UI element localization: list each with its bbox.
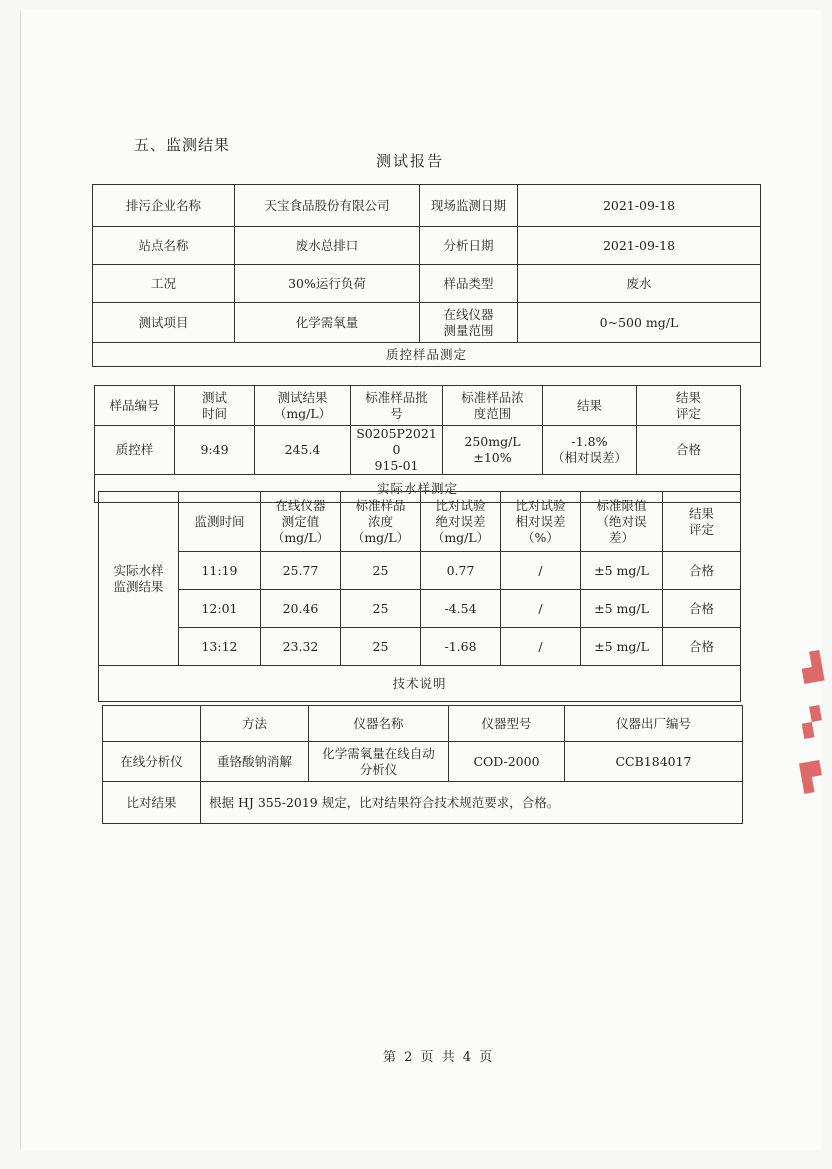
tech-section-title: 技术说明 <box>99 666 741 702</box>
conclusion-text: 根据 HJ 355-2019 规定，比对结果符合技术规范要求，合格。 <box>201 782 743 824</box>
tech-header-method: 方法 <box>201 706 309 742</box>
qc-header-result: 测试结果 （mg/L） <box>255 386 351 426</box>
station-value: 废水总排口 <box>235 227 420 265</box>
qc-cell-range: 250mg/L ±10% <box>443 426 543 475</box>
condition-value: 30%运行负荷 <box>235 265 420 303</box>
item-label: 测试项目 <box>93 303 235 343</box>
site-date-label: 现场监测日期 <box>420 185 518 227</box>
sample-type-value: 废水 <box>518 265 761 303</box>
tech-header-serial: 仪器出厂编号 <box>565 706 743 742</box>
tech-cell-method: 重铬酸钠消解 <box>201 742 309 782</box>
qc-header-judge: 结果 评定 <box>637 386 741 426</box>
actual-header-rel-err: 比对试验 相对误差 （%） <box>501 492 581 552</box>
actual-cell-time: 13:12 <box>179 628 261 666</box>
qc-cell-error: -1.8% （相对误差） <box>543 426 637 475</box>
info-table <box>92 184 761 367</box>
actual-cell-abs-err: -1.68 <box>421 628 501 666</box>
actual-cell-rel-err: / <box>501 590 581 628</box>
qc-header-outcome: 结果 <box>543 386 637 426</box>
actual-cell-judge: 合格 <box>663 590 741 628</box>
actual-cell-limit: ±5 mg/L <box>581 552 663 590</box>
actual-cell-abs-err: 0.77 <box>421 552 501 590</box>
page-number: 第 2 页 共 4 页 <box>383 1050 495 1065</box>
item-value: 化学需氧量 <box>235 303 420 343</box>
actual-cell-value: 25.77 <box>261 552 341 590</box>
actual-header-value: 在线仪器 测定值 （mg/L） <box>261 492 341 552</box>
actual-cell-std: 25 <box>341 590 421 628</box>
enterprise-label: 排污企业名称 <box>93 185 235 227</box>
actual-section-title: 实际水样测定 <box>95 475 741 503</box>
qc-cell-time: 9:49 <box>175 426 255 475</box>
qc-header-time: 测试 时间 <box>175 386 255 426</box>
analysis-date-label: 分析日期 <box>420 227 518 265</box>
actual-table <box>98 491 741 702</box>
actual-cell-std: 25 <box>341 552 421 590</box>
condition-label: 工况 <box>93 265 235 303</box>
tech-cell-serial: CCB184017 <box>565 742 743 782</box>
qc-header-id: 样品编号 <box>95 386 175 426</box>
tech-cell-model: COD-2000 <box>449 742 565 782</box>
tech-cell-label: 在线分析仪 <box>103 742 201 782</box>
actual-header-abs-err: 比对试验 绝对误差 （mg/L） <box>421 492 501 552</box>
actual-cell-time: 12:01 <box>179 590 261 628</box>
range-label: 在线仪器 测量范围 <box>420 303 518 343</box>
conclusion-label: 比对结果 <box>103 782 201 824</box>
actual-cell-rel-err: / <box>501 628 581 666</box>
station-label: 站点名称 <box>93 227 235 265</box>
qc-header-range: 标准样品浓 度范围 <box>443 386 543 426</box>
enterprise-value: 天宝食品股份有限公司 <box>235 185 420 227</box>
actual-cell-limit: ±5 mg/L <box>581 590 663 628</box>
table-row <box>99 628 741 666</box>
actual-cell-rel-err: / <box>501 552 581 590</box>
actual-header-time: 监测时间 <box>179 492 261 552</box>
actual-cell-abs-err: -4.54 <box>421 590 501 628</box>
qc-section-title: 质控样品测定 <box>93 343 761 367</box>
report-title: 测试报告 <box>376 152 445 170</box>
qc-cell-judge: 合格 <box>637 426 741 475</box>
sample-type-label: 样品类型 <box>420 265 518 303</box>
actual-cell-std: 25 <box>341 628 421 666</box>
actual-cell-value: 23.32 <box>261 628 341 666</box>
section-heading: 五、监测结果 <box>134 136 231 154</box>
actual-header-limit: 标准限值 （绝对误 差） <box>581 492 663 552</box>
tech-cell-name: 化学需氧量在线自动 分析仪 <box>309 742 449 782</box>
qc-header-batch: 标准样品批 号 <box>351 386 443 426</box>
actual-cell-judge: 合格 <box>663 552 741 590</box>
qc-table <box>94 385 741 503</box>
tech-header-blank <box>103 706 201 742</box>
tech-table <box>102 705 743 824</box>
actual-cell-limit: ±5 mg/L <box>581 628 663 666</box>
site-date-value: 2021-09-18 <box>518 185 761 227</box>
red-seal-fragment: ▟ ▞ ▛ <box>799 651 825 795</box>
tech-header-name: 仪器名称 <box>309 706 449 742</box>
actual-cell-time: 11:19 <box>179 552 261 590</box>
qc-cell-result: 245.4 <box>255 426 351 475</box>
tech-header-model: 仪器型号 <box>449 706 565 742</box>
table-row <box>99 590 741 628</box>
actual-side-label: 实际水样 监测结果 <box>99 492 179 666</box>
actual-cell-value: 20.46 <box>261 590 341 628</box>
qc-cell-batch: S0205P20210 915-01 <box>351 426 443 475</box>
analysis-date-value: 2021-09-18 <box>518 227 761 265</box>
actual-header-std: 标准样品 浓度 （mg/L） <box>341 492 421 552</box>
actual-cell-judge: 合格 <box>663 628 741 666</box>
table-row <box>99 552 741 590</box>
range-value: 0~500 mg/L <box>518 303 761 343</box>
qc-cell-id: 质控样 <box>95 426 175 475</box>
actual-header-judge: 结果 评定 <box>663 492 741 552</box>
